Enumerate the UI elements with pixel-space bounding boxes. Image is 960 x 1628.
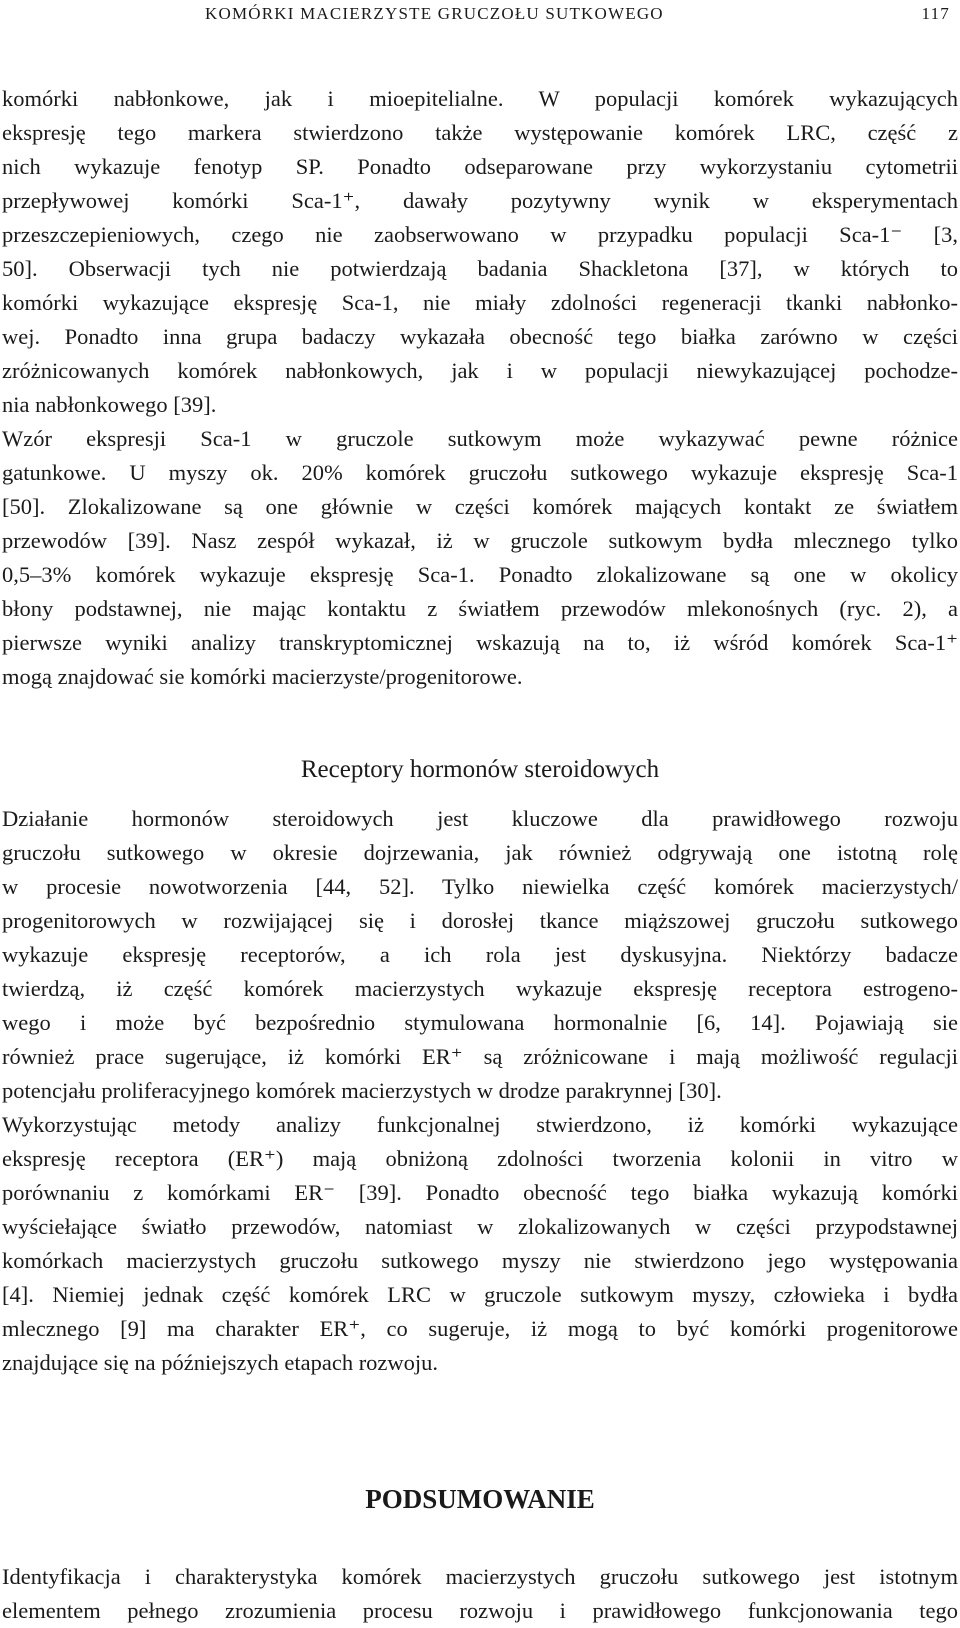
text-line: znajdujące się na późniejszych etapach rozwoju. [2, 1350, 439, 1375]
text-line: wego i może być bezpośrednio stymulowana hormonalnie [6, 14]. Pojawiają sie [2, 1010, 958, 1035]
text-line: gatunkowe. U myszy ok. 20% komórek gruczołu sutkowego wykazuje ekspresję Sca-1 [2, 460, 958, 485]
text-line: [50]. Zlokalizowane są one głównie w części komórek mających kontakt ze światłem [2, 494, 958, 519]
text-line: zróżnicowanych komórek nabłonkowych, jak i w populacji niewykazującej pochodze- [2, 358, 958, 383]
section-receptors [2, 802, 958, 1380]
text-line: komórki wykazujące ekspresję Sca-1, nie miały zdolności regeneracji tkanki nabłonko- [2, 290, 958, 315]
text-line: Działanie hormonów steroidowych jest kluczowe dla prawidłowego rozwoju [2, 806, 958, 831]
heading-gap [2, 1534, 958, 1560]
text-line: wykazuje ekspresję receptorów, a ich rola jest dyskusyjna. Niektórzy badacze [2, 942, 958, 967]
text-line: pierwsze wyniki analizy transkryptomicznej wskazują na to, iż wśród komórek Sca-1⁺ [2, 630, 958, 655]
body-text [2, 82, 958, 1628]
text-line: w procesie nowotworzenia [44, 52]. Tylko niewielka część komórek macierzystych/ [2, 874, 958, 899]
text-line: przewodów [39]. Nasz zespół wykazał, iż w gruczole sutkowym bydła mlecznego tylko [2, 528, 958, 553]
text-line: 0,5–3% komórek wykazuje ekspresję Sca-1. Ponadto zlokalizowane są one w okolicy [2, 562, 958, 587]
text-line: Identyfikacja i charakterystyka komórek macierzystych gruczołu sutkowego jest istotnym [2, 1564, 958, 1589]
text-line: wej. Ponadto inna grupa badaczy wykazała obecność tego białka zarówno w części [2, 324, 958, 349]
text-line: 50]. Obserwacji tych nie potwierdzają badania Shackletona [37], w których to [2, 256, 958, 281]
section-summary [2, 1560, 958, 1628]
text-line: nia nabłonkowego [39]. [2, 392, 217, 417]
text-line: komórkach macierzystych gruczołu sutkowego myszy nie stwierdzono jego występowania [2, 1248, 958, 1273]
summary-heading: PODSUMOWANIE [365, 1484, 595, 1514]
text-line: gruczołu sutkowego w okresie dojrzewania, jak również odgrywają one istotną rolę [2, 840, 958, 865]
text-line: elementem pełnego zrozumienia procesu rozwoju i prawidłowego funkcjonowania tego [2, 1598, 958, 1623]
text-line: ekspresję receptora (ER⁺) mają obniżoną zdolności tworzenia kolonii in vitro w [2, 1146, 958, 1171]
text-line: nich wykazuje fenotyp SP. Ponadto odseparowane przy wykorzystaniu cytometrii [2, 154, 958, 179]
text-line: przepływowej komórki Sca-1⁺, dawały pozytywny wynik w eksperymentach [2, 188, 958, 213]
text-line: błony podstawnej, nie mając kontaktu z światłem przewodów mlekonośnych (ryc. 2), a [2, 596, 958, 621]
running-title: KOMÓRKI MACIERZYSTE GRUCZOŁU SUTKOWEGO [205, 4, 664, 23]
text-line: [4]. Niemiej jednak część komórek LRC w gruczole sutkowym myszy, człowieka i bydła [2, 1282, 958, 1307]
section-intro [2, 82, 958, 694]
text-line: twierdzą, iż część komórek macierzystych wykazuje ekspresję receptora estrogeno- [2, 976, 958, 1001]
text-line: mogą znajdować sie komórki macierzyste/progenitorowe. [2, 664, 523, 689]
section-gap [2, 1380, 958, 1464]
text-line: komórki nabłonkowe, jak i mioepitelialne. W populacji komórek wykazujących [2, 86, 958, 111]
section-subheading: Receptory hormonów steroidowych [300, 756, 660, 783]
text-line: potencjału proliferacyjnego komórek macierzystych w drodze parakrynnej [30]. [2, 1078, 722, 1103]
page-number: 117 [921, 4, 950, 23]
text-line: mlecznego [9] ma charakter ER⁺, co sugeruje, iż mogą to być komórki progenitorowe [2, 1316, 958, 1341]
section-gap [2, 694, 958, 746]
text-line: progenitorowych w rozwijającej się i dorosłej tkance miąższowej gruczołu sutkowego [2, 908, 958, 933]
text-line: Wzór ekspresji Sca-1 w gruczole sutkowym może wykazywać pewne różnice [2, 426, 958, 451]
text-line: wyściełające światło przewodów, natomiast w zlokalizowanych w części przypodstawnej [2, 1214, 958, 1239]
text-line: przeszczepieniowych, czego nie zaobserwowano w przypadku populacji Sca-1⁻ [3, [2, 222, 958, 247]
text-line: ekspresję tego markera stwierdzono także występowanie komórek LRC, część z [2, 120, 958, 145]
running-header [0, 4, 960, 28]
text-line: porównaniu z komórkami ER⁻ [39]. Ponadto obecność tego białka wykazują komórki [2, 1180, 958, 1205]
text-line: Wykorzystując metody analizy funkcjonalnej stwierdzono, iż komórki wykazujące [2, 1112, 958, 1137]
text-line: również prace sugerujące, iż komórki ER⁺ są zróżnicowane i mają możliwość regulacji [2, 1044, 958, 1069]
heading-gap [2, 794, 958, 802]
